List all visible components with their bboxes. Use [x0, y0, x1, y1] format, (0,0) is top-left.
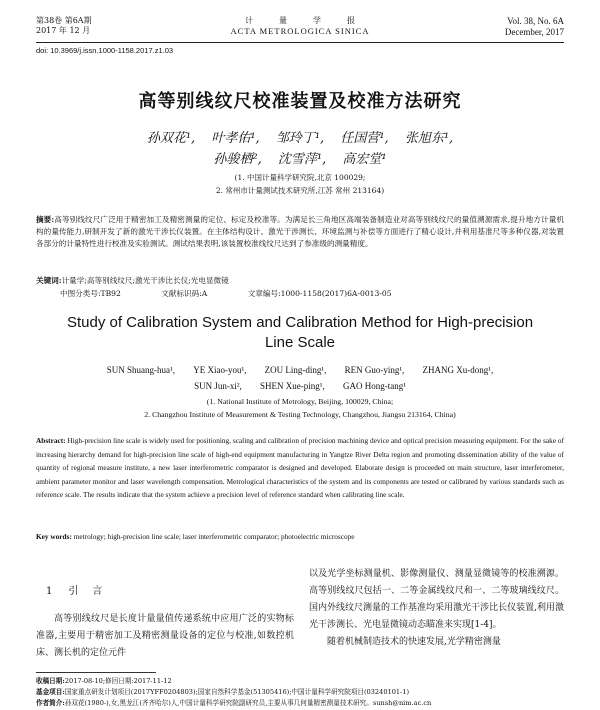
classification-row [60, 288, 430, 300]
abstract-cn [36, 214, 564, 250]
affiliation: 2. 常州市计量测试技术研究所,江苏 常州 213164) [215, 186, 385, 195]
abstract-cn-label: 摘要: [36, 215, 55, 224]
journal-name-en: ACTA METROLOGICA SINICA [230, 26, 370, 36]
author: SHEN Xue-ping¹, [260, 381, 325, 391]
issue-date: 2017 年 12 月 [36, 26, 91, 35]
author: GAO Hong-tang¹ [342, 381, 406, 391]
journal-issue-en [505, 16, 564, 38]
author: 孙骏栖², [213, 152, 262, 167]
author: 任国营¹, [340, 131, 389, 146]
affiliation: 2. Changzhou Institute of Measurement & Testing Technology, Changzhou, Jiangsu 213164, China) [144, 410, 456, 419]
issue-date-en: December, 2017 [504, 27, 564, 37]
body-paragraph: 以及光学坐标测量机、影像测量仪、测量显微镜等的校准溯源。高等别线纹尺包括一、二等金属线纹尺和一、二等玻璃线纹尺。国内外线纹尺测量的工作基准均采用激光干涉比长仪装置,利用激光干涉测长、光电显微镜动态瞄准来实现[1-4]。 [309, 569, 564, 630]
footnotes [36, 676, 564, 709]
volume-issue: 第38卷 第6A期 [36, 16, 92, 25]
volume-issue-en: Vol. 38, No. 6A [507, 16, 564, 26]
author: SUN Shuang-hua¹, [106, 365, 175, 375]
authors-cn [100, 128, 500, 170]
right-column [309, 566, 564, 651]
footnote-fund: 基金项目:国家重点研发计划项目(2017YFF0204803);国家自然科学基金(51305416);中国计量科学研究院项目(03240101-1) [36, 688, 410, 696]
author: ZOU Ling-ding¹, [264, 365, 327, 375]
running-header [0, 14, 600, 44]
author: 孙双花¹, [146, 131, 196, 146]
keywords-en [36, 531, 564, 543]
affiliation: (1. 中国计量科学研究院,北京 100029; [234, 173, 366, 182]
author: 高宏堂¹ [342, 152, 387, 167]
body-paragraph: 随着机械制造技术的快速发展,光学精密测量 [327, 637, 501, 647]
affiliations-en [40, 395, 560, 421]
section-number: 1 [46, 586, 53, 597]
author: 张旭东¹, [404, 131, 454, 146]
article-number: 文章编号:1000-1158(2017)6A-0013-05 [247, 289, 392, 298]
header-rule [36, 42, 564, 43]
affiliations-cn [0, 171, 600, 197]
left-column [36, 574, 294, 662]
authors-en-line2 [60, 378, 540, 394]
abstract-cn-text: 高等别线纹尺广泛用于精密加工及精密测量的定位、标定及校准等。为满足长三角地区高端装备制造业对高等别线纹尺的量值溯源需求,提升地方计量机构的量传能力,研制开发了新的激光干涉长仪装置。在主体结构设计、激光干涉测长、环境监测与补偿等方面进行了精心设计,并利用基准尺等多种仪器,对装置各部分的计量特性进行校准及实验测试。测试结果表明,该装置校准线纹尺达到了参准级的测量精度。 [36, 215, 565, 248]
author: REN Guo-ying¹, [344, 365, 405, 375]
author: 叶孝佑¹, [211, 131, 260, 146]
footnote-author: 作者简介:孙双花(1980-),女,黑龙江(齐齐哈尔)人,中国计量科学研究院副研究员,主要从事几何量精密测量技术研究。sunsh@nim.ac.cn [36, 699, 432, 707]
authors-cn-line1 [100, 128, 500, 149]
authors-en-line1 [60, 362, 540, 378]
paper-title-cn: 高等别线纹尺校准装置及校准方法研究 [138, 91, 462, 112]
author: 沈雪萍¹, [277, 152, 327, 167]
keywords-cn-label: 关键词: [36, 276, 62, 285]
introduction-paragraph: 高等别线纹尺是长度计量量值传递系统中应用广泛的实物标准器,主要用于精密加工及精密测量设备的定位与校准,如数控机床、测长机的定位元件 [36, 614, 294, 658]
author: YE Xiao-you¹, [193, 365, 247, 375]
affiliation: (1. National Institute of Metrology, Beijing, 100029, China; [206, 397, 394, 406]
footnote-received: 收稿日期:2017-08-10;修回日期:2017-11-12 [36, 677, 172, 685]
author: 邹玲丁¹, [275, 131, 325, 146]
keywords-cn-text: 计量学;高等别线纹尺;激光干涉比长仪;光电显微镜 [61, 276, 229, 285]
footnote-rule [36, 672, 156, 673]
keywords-en-label: Key words: [36, 532, 72, 541]
journal-name-cn: 计量学报 [245, 16, 381, 25]
clc-number: 中图分类号:TB92 [60, 289, 121, 298]
keywords-cn [36, 275, 564, 287]
abstract-en-text: High-precision line scale is widely used for positioning, scaling and calibration of precision machining device and optical precision measuring equipment. For the sake of increasing hierarchy demand for high-precision line scale of high-end equipment manufacturing in Yangtze River Delta region and promoting dissemination ability of the value of quantity of regional measure institute, a new laser interferometric comparator is designed and developed. Elaborate design is proceeded on main structure, laser interferometer, ambient parameter monitor and laser wavelength compensation. Metrological characteristics of the system and its components are tested or calibrated by various standards such as reference scale. The results indicate that the system achieve a precision level of reference standard when calibrating line scale. [36, 436, 564, 499]
authors-en [60, 362, 540, 394]
section-heading [46, 582, 294, 597]
authors-cn-line2 [100, 149, 500, 170]
keywords-en-text: metrology; high-precision line scale; laser interferometric comparator; photoelectric microscope [73, 532, 355, 541]
author: SUN Jun-xi², [194, 381, 242, 391]
abstract-en-label: Abstract: [36, 436, 66, 445]
author: ZHANG Xu-dong¹, [422, 365, 494, 375]
abstract-en [36, 434, 564, 502]
paper-title-en: Study of Calibration System and Calibration Method for High-precision Line Scale [66, 314, 534, 351]
section-title: 引言 [68, 586, 117, 597]
document-code: 文献标识码:A [161, 289, 208, 298]
doi: doi: 10.3969/j.issn.1000-1158.2017.z1.03 [36, 46, 174, 55]
